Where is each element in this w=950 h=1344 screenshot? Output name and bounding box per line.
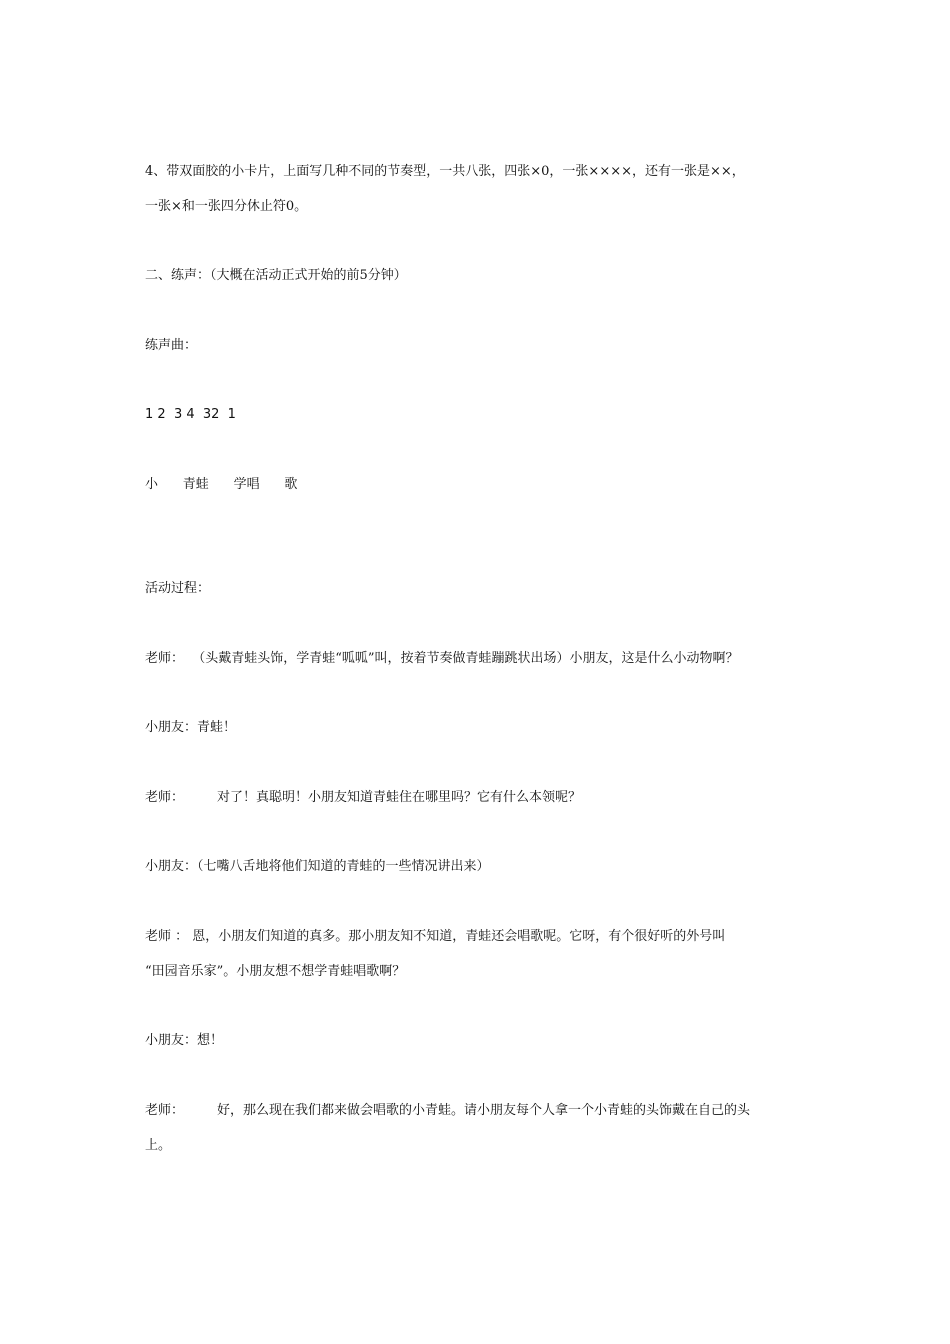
materials-item4-line1: 4、带双面胶的小卡片，上面写几种不同的节奏型，一共八张，四张×0，一张××××，还有一张是××， [145,164,745,179]
warmup-song-label: 练声曲： [145,338,198,353]
dialogue-line: 老师： （头戴青蛙头饰，学青蛙“呱呱”叫，按着节奏做青蛙蹦跳状出场）小朋友，这是什么小动物啊？ [145,651,739,666]
dialogue-line: “田园音乐家”。小朋友想不想学青蛙唱歌啊？ [145,964,406,979]
materials-item4-line2: 一张×和一张四分休止符0。 [145,199,308,214]
warmup-lyrics: 小 青蛙 学唱 歌 [145,477,298,492]
dialogue-line: 老师： 对了！真聪明！小朋友知道青蛙住在哪里吗？它有什么本领呢？ [145,790,582,805]
process-heading: 活动过程： [145,581,211,596]
dialogue-line: 上。 [145,1138,172,1153]
warmup-notation: 1 2 3 4 32 1 [145,407,236,422]
dialogue-line: 老师 ： 恩，小朋友们知道的真多。那小朋友知不知道，青蛙还会唱歌呢。它呀，有个很好听的外号叫 [145,929,726,944]
dialogue-line: 老师： 好，那么现在我们都来做会唱歌的小青蛙。请小朋友每个人拿一个小青蛙的头饰戴在自己的头 [145,1103,751,1118]
dialogue-line: 小朋友：青蛙！ [145,720,237,735]
warmup-heading: 二、练声：（大概在活动正式开始的前5分钟） [145,268,407,283]
dialogue-line: 小朋友：（七嘴八舌地将他们知道的青蛙的一些情况讲出来） [145,859,490,874]
dialogue-line: 小朋友：想！ [145,1033,224,1048]
